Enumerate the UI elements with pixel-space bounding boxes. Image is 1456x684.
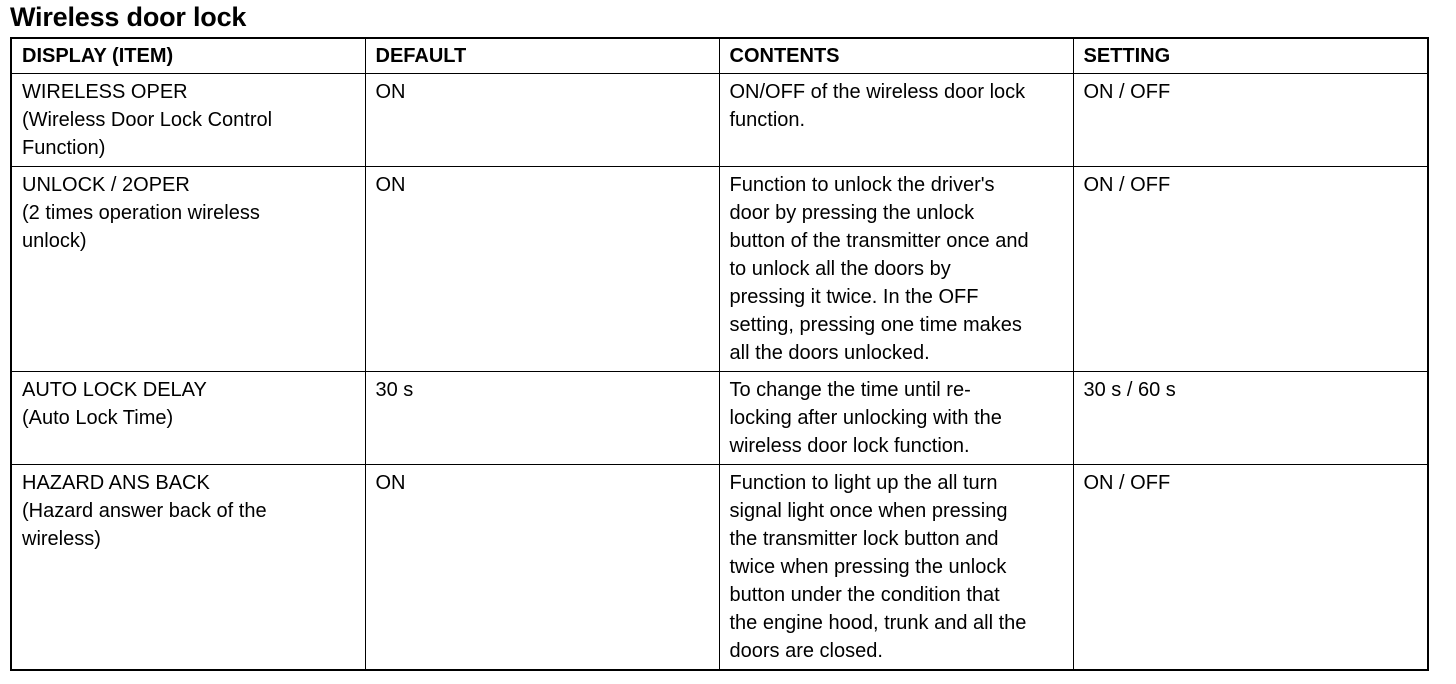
display-item-cell xyxy=(11,74,365,167)
default-cell: ON xyxy=(365,465,719,671)
display-item-line: Function) xyxy=(22,137,106,159)
contents-cell xyxy=(719,74,1073,167)
contents-line: ON/OFF of the wireless door lock xyxy=(729,81,1026,103)
setting-cell: ON / OFF xyxy=(1073,167,1428,372)
contents-line: Function to light up the all turn xyxy=(729,472,998,494)
table-row xyxy=(11,465,1428,671)
contents-line: to unlock all the doors by xyxy=(729,258,951,280)
table-row xyxy=(11,167,1428,372)
display-item-line: WIRELESS OPER xyxy=(22,81,188,103)
column-header-contents: CONTENTS xyxy=(719,38,1073,74)
display-item-cell xyxy=(11,372,365,465)
contents-line: wireless door lock function. xyxy=(729,435,970,457)
column-header-default: DEFAULT xyxy=(365,38,719,74)
page-title: Wireless door lock xyxy=(10,2,247,32)
contents-line: door by pressing the unlock xyxy=(729,202,975,224)
contents-line: the transmitter lock button and xyxy=(729,528,999,550)
setting-cell: 30 s / 60 s xyxy=(1073,372,1428,465)
column-header-setting: SETTING xyxy=(1073,38,1428,74)
display-item-line: (Hazard answer back of the xyxy=(22,500,267,522)
default-cell: 30 s xyxy=(365,372,719,465)
setting-cell: ON / OFF xyxy=(1073,465,1428,671)
display-item-line: (Auto Lock Time) xyxy=(22,407,174,429)
contents-cell xyxy=(719,372,1073,465)
display-item-line: unlock) xyxy=(22,230,87,252)
setting-cell: ON / OFF xyxy=(1073,74,1428,167)
contents-line: button under the condition that xyxy=(729,584,1000,606)
table-row xyxy=(11,372,1428,465)
display-item-cell xyxy=(11,167,365,372)
contents-line: twice when pressing the unlock xyxy=(729,556,1007,578)
contents-line: all the doors unlocked. xyxy=(729,342,930,364)
contents-line: To change the time until re- xyxy=(729,379,971,401)
contents-line: locking after unlocking with the xyxy=(729,407,1002,429)
contents-line: button of the transmitter once and xyxy=(729,230,1029,252)
contents-line: signal light once when pressing xyxy=(729,500,1008,522)
default-cell: ON xyxy=(365,74,719,167)
display-item-line: HAZARD ANS BACK xyxy=(22,472,210,494)
default-cell: ON xyxy=(365,167,719,372)
contents-line: the engine hood, trunk and all the xyxy=(729,612,1027,634)
contents-cell xyxy=(719,465,1073,671)
contents-line: function. xyxy=(729,109,806,131)
column-header-display-item: DISPLAY (ITEM) xyxy=(11,38,365,74)
display-item-line: UNLOCK / 2OPER xyxy=(22,174,190,196)
display-item-line: wireless) xyxy=(22,528,101,550)
display-item-line: (Wireless Door Lock Control xyxy=(22,109,273,131)
contents-line: Function to unlock the driver's xyxy=(729,174,995,196)
display-item-cell xyxy=(11,465,365,671)
display-item-line: AUTO LOCK DELAY xyxy=(22,379,207,401)
contents-line: doors are closed. xyxy=(729,640,883,662)
table-header-row xyxy=(11,38,1428,74)
table-row xyxy=(11,74,1428,167)
display-item-line: (2 times operation wireless xyxy=(22,202,260,224)
settings-table xyxy=(10,37,1429,671)
contents-line: setting, pressing one time makes xyxy=(729,314,1022,336)
contents-line: pressing it twice. In the OFF xyxy=(729,286,979,308)
contents-cell xyxy=(719,167,1073,372)
